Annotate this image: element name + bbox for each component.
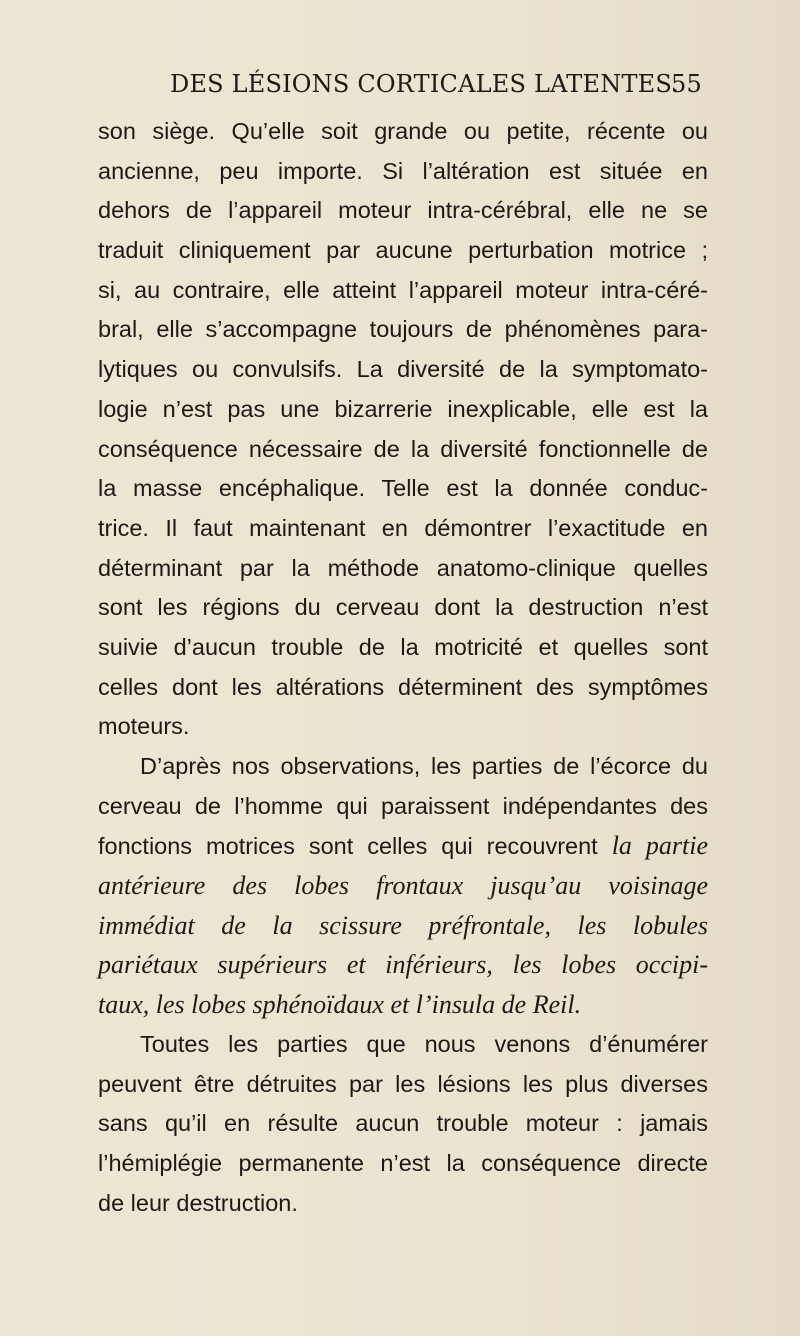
italic-text: antérieure des lobes frontaux jusqu’au voisinage	[98, 871, 708, 901]
italic-text: pariétaux supérieurs et inférieurs, les lobes occipi-	[98, 950, 708, 980]
text-line: peuvent être détruites par les lésions les plus diverses	[98, 1070, 708, 1097]
roman-text: fonctions motrices sont celles qui recouvrent	[98, 833, 598, 860]
page-number: 55	[671, 70, 702, 98]
italic-text: taux, les lobes sphénoïdaux et l’insula de Reil.	[98, 990, 582, 1020]
body-text	[98, 112, 708, 1223]
text-line: sont les régions du cerveau dont la destruction n’est	[98, 594, 708, 621]
text-line	[98, 985, 708, 1025]
text-line: de leur destruction.	[98, 1189, 298, 1216]
text-line: son siège. Qu’elle soit grande ou petite, récente ou	[98, 118, 708, 144]
text-line: moteurs.	[98, 713, 190, 740]
text-line: bral, elle s’accompagne toujours de phénomènes para-	[98, 316, 708, 343]
text-line	[98, 906, 708, 946]
text-line: trice. Il faut maintenant en démontrer l’exactitude en	[98, 514, 708, 541]
text-line: dehors de l’appareil moteur intra-cérébral, elle ne se	[98, 197, 708, 224]
running-head	[140, 70, 702, 110]
running-title: DES LÉSIONS CORTICALES LATENTES.	[170, 70, 679, 98]
text-line: la masse encéphalique. Telle est la donnée conduc-	[98, 475, 708, 502]
text-line: si, au contraire, elle atteint l’appareil moteur intra-céré-	[98, 276, 708, 303]
text-line: celles dont les altérations déterminent des symptômes	[98, 673, 708, 700]
text-line: traduit cliniquement par aucune perturbation motrice ;	[98, 237, 708, 264]
text-line	[98, 866, 708, 906]
text-line: cerveau de l’homme qui paraissent indépendantes des	[98, 792, 708, 819]
text-line: ancienne, peu importe. Si l’altération est située en	[98, 157, 708, 184]
text-line: lytiques ou convulsifs. La diversité de la symptomato-	[98, 356, 708, 383]
text-line: suivie d’aucun trouble de la motricité et quelles sont	[98, 633, 708, 660]
text-line: conséquence nécessaire de la diversité fonctionnelle de	[98, 435, 708, 462]
italic-text: immédiat de la scissure préfrontale, les lobules	[98, 910, 708, 940]
text-line: déterminant par la méthode anatomo-clinique quelles	[98, 554, 708, 581]
text-line: Toutes les parties que nous venons d’énumérer	[140, 1030, 708, 1057]
text-line	[98, 945, 708, 985]
italic-text: la partie	[611, 831, 708, 861]
text-line: l’hémiplégie permanente n’est la conséquence directe	[98, 1149, 708, 1176]
text-line: D’après nos observations, les parties de l’écorce du	[140, 753, 708, 779]
text-line: logie n’est pas une bizarrerie inexplicable, elle est la	[98, 395, 708, 422]
text-line	[98, 826, 708, 866]
text-line: sans qu’il en résulte aucun trouble moteur : jamais	[98, 1110, 708, 1137]
